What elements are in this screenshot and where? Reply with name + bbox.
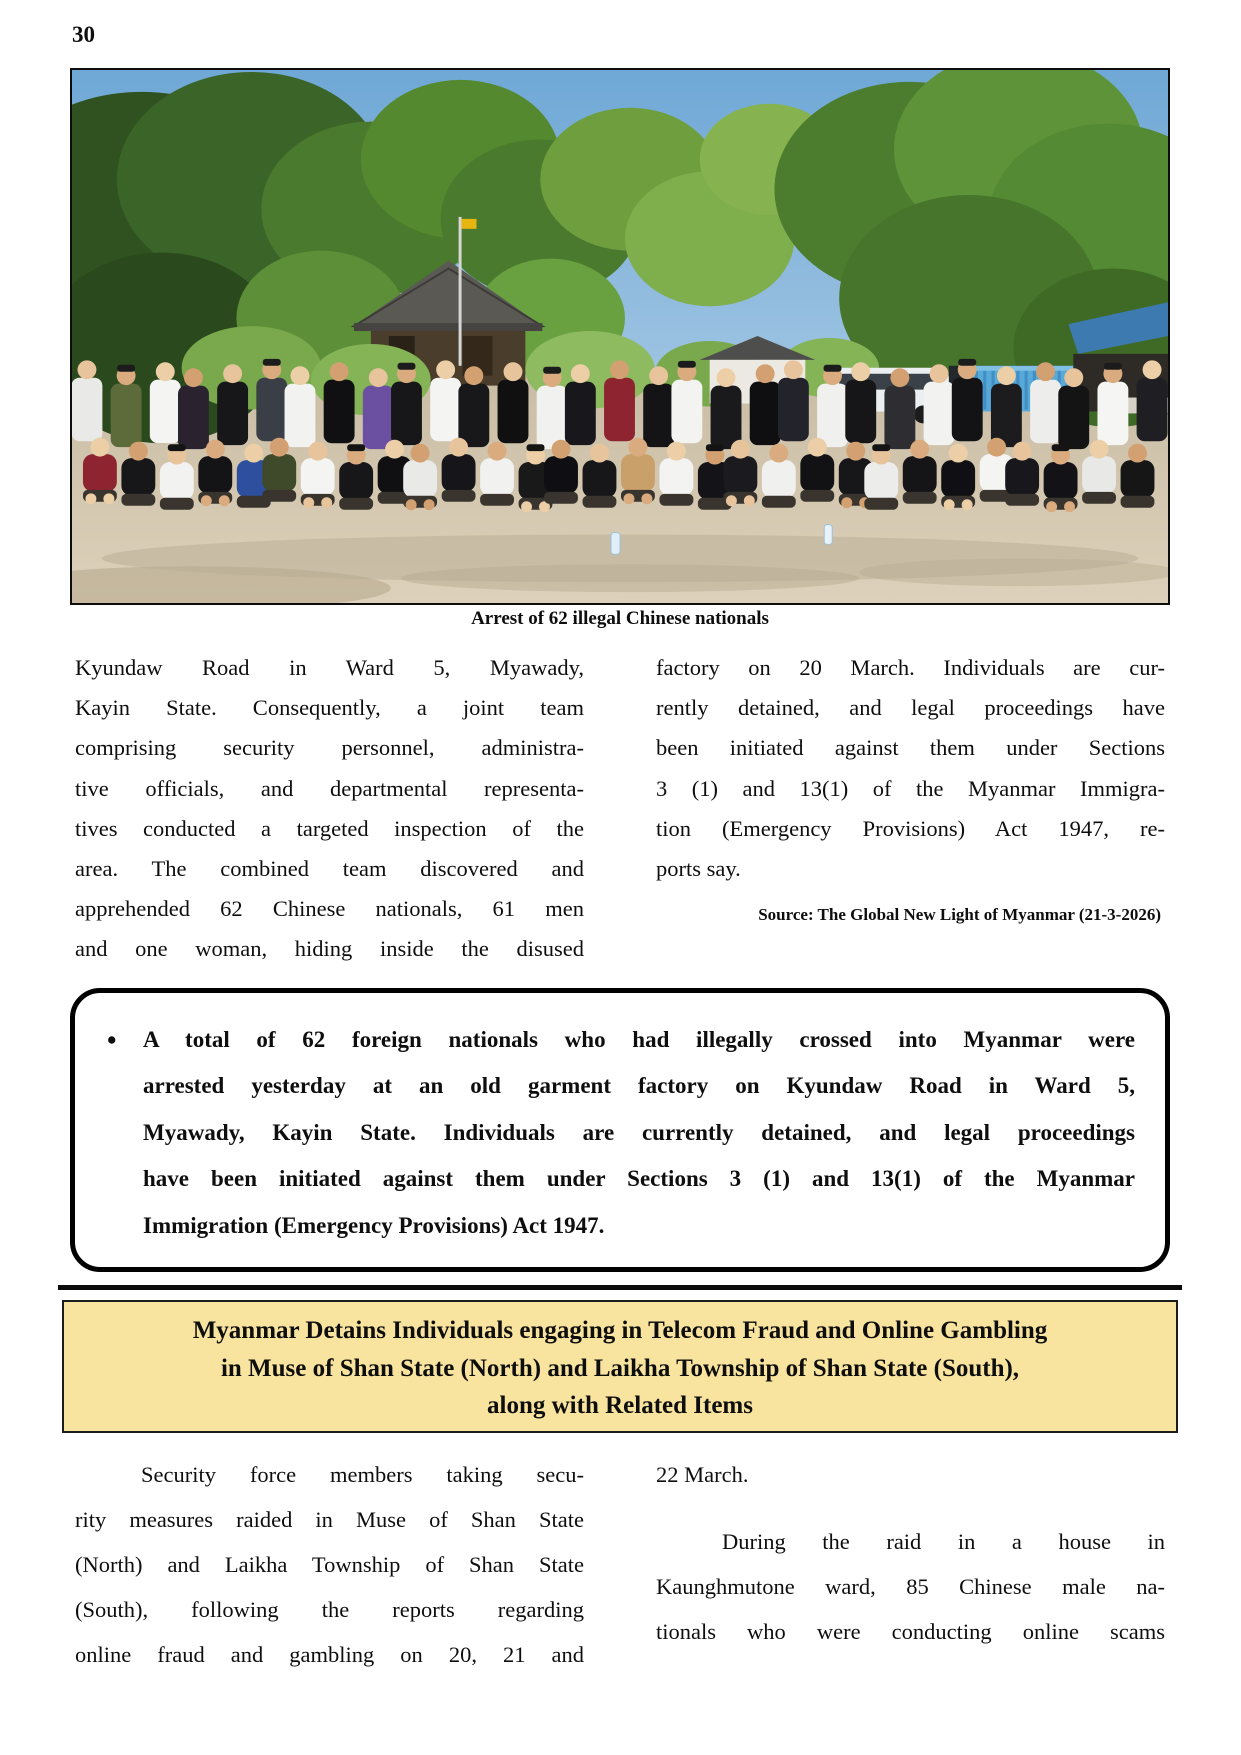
arrest-photo-illustration [72, 70, 1168, 603]
article2-columns [75, 1452, 1165, 1677]
headline-title: Myanmar Detains Individuals engaging in Telecom Fraud and Online Gambling in Muse of Shan State (North) and Laikha Township of Shan State (South), along with Related Items [192, 1317, 1048, 1419]
article-columns [75, 648, 1165, 970]
section-divider [58, 1285, 1182, 1290]
bullet-marker: • [107, 1025, 117, 1055]
article2-right-para2: During the raid in a house in Kaunghmutone ward, 85 Chinese male na- tionals who were conducting online scams [656, 1529, 1165, 1644]
photo-caption: Arrest of 62 illegal Chinese nationals [471, 608, 769, 629]
article2-right-column [656, 1452, 1165, 1677]
article-right-lines: factory on 20 March. Individuals are cur- rently detained, and legal proceedings have been initiated against them under Sections 3 (1) and 13(1) of the Myanmar Immigra- tion (Emergency Provisions) Act 1947, re- ports say. [656, 655, 1165, 882]
arrest-photo [70, 68, 1170, 605]
page-number: 30 [72, 22, 95, 47]
headline-box [62, 1300, 1178, 1433]
summary-text: A total of 62 foreign nationals who had illegally crossed into Myanmar were arrested yesterday at an old garment factory on Kyundaw Road in Ward 5, Myawady, Kayin State. Individuals are currently detained, and legal proceedings have been initiated against them under Sections 3 (1) and 13(1) of the Myanmar Immigration (Emergency Provisions) Act 1947. [143, 1027, 1135, 1238]
article2-right-para1: 22 March. [656, 1462, 749, 1487]
article-right-column [656, 648, 1165, 970]
source-attribution: Source: The Global New Light of Myanmar (21-3-2026) [758, 905, 1161, 925]
summary-box [70, 988, 1170, 1272]
article-left-column: Kyundaw Road in Ward 5, Myawady, Kayin State. Consequently, a joint team comprising security personnel, administra- tive officials, and departmental representa- tives conducted a targeted inspection of the area. The combined team discovered and apprehended 62 Chinese nationals, 61 men and one woman, hiding inside the disused [75, 655, 584, 962]
article2-left-column: Security force members taking secu- rity measures raided in Muse of Shan State (North) and Laikha Township of Shan State (South), following the reports regarding online fraud and gambling on 20, 21 and [75, 1462, 584, 1667]
